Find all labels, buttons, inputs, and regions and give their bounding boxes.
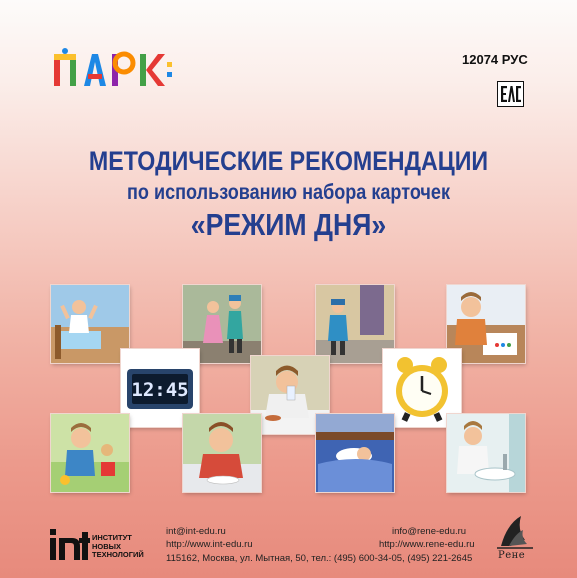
right-email[interactable]: info@rene-edu.ru	[392, 526, 467, 537]
institute-name	[92, 534, 144, 560]
clock-display: 12:45	[131, 379, 189, 401]
park-logo	[52, 48, 182, 94]
publisher-label: Рене	[498, 550, 526, 561]
institute-name-line-2: НОВЫХ	[92, 541, 122, 551]
card-washing	[447, 414, 525, 492]
title-line-3: «РЕЖИМ ДНЯ»	[190, 207, 387, 242]
footer	[0, 512, 577, 578]
product-code: 12074 РУС	[462, 52, 528, 67]
institute-name-line-3: ТЕХНОЛОГИЙ	[92, 550, 144, 559]
title-line-1: МЕТОДИЧЕСКИЕ РЕКОМЕНДАЦИИ	[88, 146, 489, 176]
address: 115162, Москва, ул. Мытная, 50, тел.: (495) 600-34-05, (495) 221-2645	[166, 553, 473, 564]
institute-name-line-1: ИНСТИТУТ	[92, 533, 132, 542]
rene-publisher-logo	[495, 512, 535, 552]
left-email[interactable]: int@int-edu.ru	[166, 526, 226, 537]
card-sleeping	[316, 414, 394, 492]
left-url[interactable]: http://www.int-edu.ru	[166, 539, 253, 550]
card-waking-up	[51, 285, 129, 363]
right-url[interactable]: http://www.rene-edu.ru	[379, 539, 475, 550]
int-institute-logo	[50, 524, 90, 560]
eac-certification-mark	[497, 81, 524, 107]
card-playing-toys	[51, 414, 129, 492]
card-eating	[183, 414, 261, 492]
title-line-2: по использованию набора карточек	[127, 181, 450, 204]
